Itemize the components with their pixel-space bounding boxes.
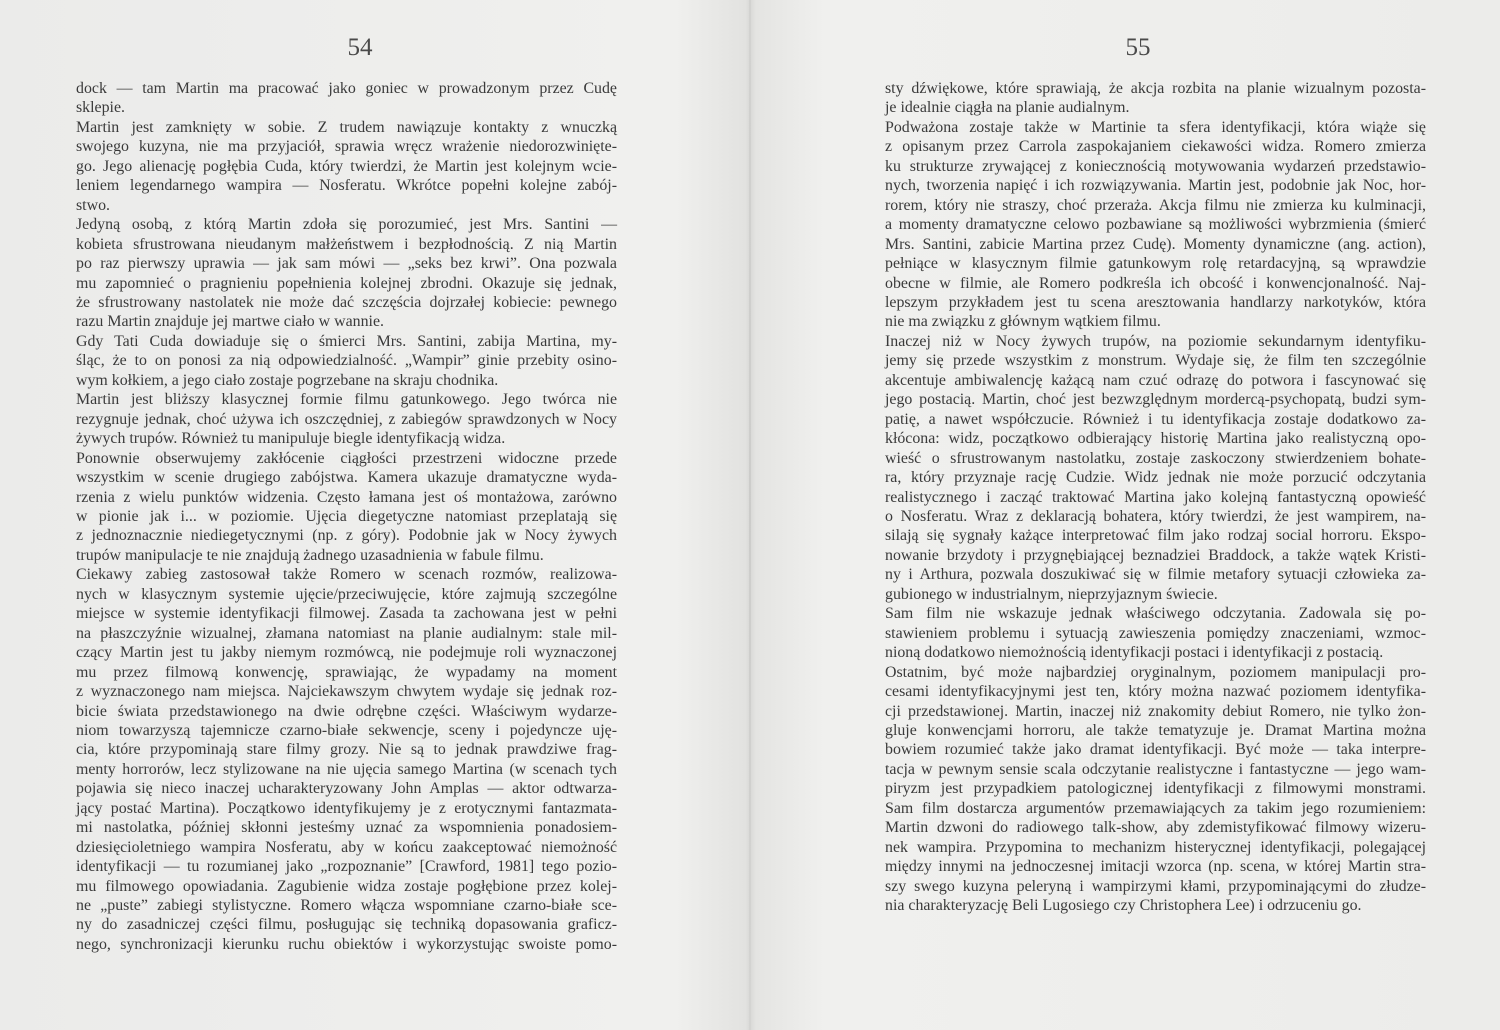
text-line: w pionie jak i... w poziomie. Ujęcia diegetyczne natomiast przeplatają się	[76, 507, 617, 525]
text-line: nych, tworzenia napięć i ich rozwiązywania. Martin jest, podobnie jak Noc, hor-	[885, 177, 1426, 195]
left-page	[0, 0, 748, 1030]
text-line: gubionego w industrialnym, nieprzyjaznym świecie.	[885, 585, 1218, 603]
page-text	[885, 79, 1426, 915]
text-line: mu przez filmową konwencję, sprawiając, że wypadamy na moment	[76, 663, 617, 681]
text-line: Martin jest bliższy klasycznej formie filmu gatunkowego. Jego twórca nie	[76, 391, 617, 409]
text-line: razu Martin znajduje jej martwe ciało w wannie.	[76, 313, 384, 331]
text-line: dziesięcioletniego wampira Nosferatu, aby w końcu zaakceptować niemożność	[76, 838, 617, 856]
right-page	[752, 0, 1500, 1030]
text-line: miejsce w systemie identyfikacji filmowej. Zasada ta zachowana jest w pełni	[76, 605, 617, 623]
page-text	[76, 79, 617, 954]
text-line: szy swego kuzyna peleryną i wampirzymi kłami, przypominającymi do złudze-	[885, 877, 1426, 895]
text-line: kłócona: widz, początkowo odbierający historię Martina jako realistyczną opo-	[885, 430, 1426, 448]
text-line: żywych trupów. Również tu manipuluje biegle identyfikacją widza.	[76, 430, 506, 448]
text-line: nie ma związku z głównym wątkiem filmu.	[885, 313, 1161, 331]
text-line: o Nosferatu. Wraz z deklaracją bohatera, który twierdzi, że jest wampirem, na-	[885, 507, 1426, 525]
text-line: że sfrustrowany nastolatek nie może dać szczęścia dojrzałej kobiecie: pewnego	[76, 293, 617, 311]
text-line: cia, które przypominają stare filmy grozy. Nie są to jednak prawdziwe frag-	[76, 741, 617, 759]
text-line: Martin jest zamknięty w sobie. Z trudem nawiązuje kontakty z wnuczką	[76, 118, 617, 136]
text-line: Sam film nie wskazuje jednak właściwego odczytania. Zadowala się po-	[885, 605, 1426, 623]
text-line: sty dźwiękowe, które sprawiają, że akcja rozbita na planie wizualnym pozosta-	[885, 80, 1426, 97]
text-line: je idealnie ciągła na planie audialnym.	[885, 99, 1130, 117]
text-line: rorem, który nie straszy, choć przeraża. Akcja filmu nie zmierza ku kulminacji,	[885, 196, 1426, 214]
text-line: nego, synchronizacji kierunku ruchu obiektów i wykorzystując swoiste pomo-	[76, 935, 617, 953]
text-line: Gdy Tati Cuda dowiaduje się o śmierci Mrs. Santini, zabija Martina, my-	[76, 332, 617, 350]
text-line: cji przedstawionej. Martin, inaczej niż znakomity debiut Romero, nie tylko żon-	[885, 702, 1426, 720]
text-line: dock — tam Martin ma pracować jako goniec w prowadzonym przez Cudę	[76, 80, 617, 97]
text-line: śląc, że to on ponosi za nią odpowiedzialność. „Wampir” ginie przebity osino-	[76, 352, 617, 370]
text-line: Ostatnim, być może najbardziej oryginalnym, poziomem manipulacji pro-	[885, 663, 1426, 681]
text-line: cesami identyfikacyjnymi jest ten, który można nazwać poziomem identyfika-	[885, 683, 1426, 701]
text-line: Ponownie obserwujemy zakłócenie ciągłości przestrzeni widoczne przede	[76, 449, 617, 467]
text-line: piryzm jest przypadkiem patologicznej identyfikacji z filmowymi monstrami.	[885, 780, 1426, 798]
text-line: ny i Arthura, pozwala doszukiwać się w filmie metafory sytuacji człowieka za-	[885, 566, 1426, 584]
text-line: Martin dzwoni do radiowego talk-show, aby zdemistyfikować filmowy wizeru-	[885, 819, 1426, 837]
text-line: pełniące w klasycznym filmie gatunkowym rolę retardacyjną, są wprawdzie	[885, 255, 1426, 273]
text-line: Podważona zostaje także w Martinie ta sfera identyfikacji, która wiąże się	[885, 118, 1426, 136]
text-line: wym kołkiem, a jego ciało zostaje pogrzebane na skraju chodnika.	[76, 371, 499, 389]
text-line: nek wampira. Przypomina to mechanizm histerycznej identyfikacji, polegającej	[885, 838, 1426, 856]
text-line: sklepie.	[76, 99, 125, 117]
text-line: nia charakteryzację Beli Lugosiego czy Christophera Lee) i odrzuceniu go.	[885, 897, 1362, 915]
text-line: nych w klasycznym systemie ujęcie/przeciwujęcie, które zajmują szczególne	[76, 585, 617, 603]
text-line: Jedyną osobą, z którą Martin zdoła się porozumieć, jest Mrs. Santini —	[76, 216, 617, 234]
text-line: patię, a nawet współczucie. Również i tu identyfikacja zostaje dodatkowo za-	[885, 410, 1426, 428]
text-line: silają się sygnały każące interpretować film jako rodzaj social horroru. Ekspo-	[885, 527, 1426, 545]
text-line: ra, który przyznaje rację Cudzie. Widz jednak nie może porzucić odczytania	[885, 469, 1426, 487]
text-line: identyfikacji — tu rozumianej jako „rozpoznanie” [Crawford, 1981] tego pozio-	[76, 858, 617, 876]
text-line: bowiem rozumieć także jako dramat identyfikacji. Być może — taka interpre-	[885, 741, 1426, 759]
text-line: akcentuje ambiwalencję każącą nam czuć odrazę do potwora i fascynować się	[885, 371, 1426, 389]
text-line: Ciekawy zabieg zastosował także Romero w scenach rozmów, realizowa-	[76, 566, 617, 584]
text-line: ne „puste” zabiegi stylistyczne. Romero włącza wspomniane czarno-białe sce-	[76, 897, 617, 915]
book-gutter	[749, 0, 751, 1030]
text-line: gluje konwencjami horroru, ale także tematyzuje je. Dramat Martina można	[885, 721, 1426, 739]
text-line: mu filmowego opowiadania. Zagubienie widza zostaje pogłębione przez kolej-	[76, 877, 617, 895]
text-line: bicie świata przedstawionego na dwie odrębne części. Właściwym wydarze-	[76, 702, 617, 720]
text-line: pojawia się nieco inaczej ucharakteryzowany John Amplas — aktor odtwarza-	[76, 780, 617, 798]
text-line: Mrs. Santini, zabicie Martina przez Cudę). Momenty dynamiczne (ang. action),	[885, 235, 1426, 253]
text-line: między innymi na jednoczesnej imitacji wzorca (np. scena, w której Martin stra-	[885, 858, 1426, 876]
text-line: ny do zasadniczej części filmu, posługując się techniką dopasowania graficz-	[76, 916, 617, 934]
text-line: go. Jego alienację pogłębia Cuda, który twierdzi, że Martin jest kolejnym wcie-	[76, 157, 617, 175]
text-line: rzenia z wielu punktów widzenia. Często łamana jest oś montażowa, zarówno	[76, 488, 617, 506]
text-line: jemy się przede wszystkim z monstrum. Wydaje się, że film ten szczególnie	[885, 352, 1426, 370]
text-line: lepszym przykładem jest tu scena aresztowania handlarzy narkotyków, która	[885, 293, 1426, 311]
text-line: niom towarzyszą tajemnicze czarno-białe sekwencje, sceny i pojedyncze uję-	[76, 721, 617, 739]
text-line: trupów manipulacje te nie znajdują żadnego uzasadnienia w fabule filmu.	[76, 546, 544, 564]
text-line: nowanie brzydoty i przygnębiającej beznadziei Braddock, a także wątek Kristi-	[885, 546, 1426, 564]
text-line: z wyznaczonego nam miejsca. Najciekawszym chwytem wydaje się jednak roz-	[76, 683, 617, 701]
text-line: z opisanym przez Carrola zaspokajaniem ciekawości widza. Romero zmierza	[885, 138, 1426, 156]
page-number: 55	[1125, 34, 1151, 61]
text-line: nioną dodatkowo niemożnością identyfikacji postaci i identyfikacji z postacią.	[885, 644, 1384, 662]
text-line: leniem legendarnego wampira — Nosferatu. Wkrótce popełni kolejne zabój-	[76, 177, 617, 195]
text-line: realistycznego i zacząć traktować Martina jako kolejną fantastyczną opowieść	[885, 488, 1426, 506]
text-line: a momenty dramatyczne celowo pozbawiane są możliwości wybrzmienia (śmierć	[885, 216, 1426, 234]
text-line: stawieniem problemu i sytuacją zawieszenia pomiędzy znaczeniami, wzmoc-	[885, 624, 1426, 642]
text-line: jego postacią. Martin, choć jest bezwzględnym mordercą-psychopatą, budzi sym-	[885, 391, 1426, 409]
text-line: jący postać Martina). Początkowo identyfikujemy je z erotycznymi fantazmata-	[76, 799, 617, 817]
text-line: Inaczej niż w Nocy żywych trupów, na poziomie sekundarnym identyfiku-	[885, 332, 1426, 350]
text-line: czący Martin jest tu jakby niemym rozmówcą, nie podejmuje roli wyznaczonej	[76, 644, 617, 662]
text-line: wieść o sfrustrowanym nastolatku, zostaje zaskoczony stwierdzeniem bohate-	[885, 449, 1426, 467]
text-line: kobieta sfrustrowana nieudanym małżeństwem i bezpłodnością. Z nią Martin	[76, 235, 617, 253]
text-line: obecne w filmie, ale Romero podkreśla ich obcość i konwencjonalność. Naj-	[885, 274, 1426, 292]
text-line: tacja w pewnym sensie scala odczytanie realistyczne i fantastyczne — jego wam-	[885, 760, 1426, 778]
text-line: na płaszczyźnie wizualnej, złamana natomiast na planie audialnym: stale mil-	[76, 624, 617, 642]
text-line: po raz pierwszy uprawia — jak sam mówi — „seks bez krwi”. Ona pozwala	[76, 255, 617, 273]
text-line: z jednoznacznie niediegetycznymi (np. z góry). Podobnie jak w Nocy żywych	[76, 527, 617, 545]
text-line: swojego kuzyna, nie ma przyjaciół, sprawia wręcz wrażenie niedorozwinięte-	[76, 138, 617, 156]
text-line: Sam film dostarcza argumentów przemawiających za takim jego rozumieniem:	[885, 799, 1426, 817]
text-line: mi nastolatka, później skłonni jesteśmy uznać za wspomnienia ponadosiem-	[76, 819, 617, 837]
page-number: 54	[347, 34, 373, 61]
text-line: mu zapomnieć o pragnieniu popełnienia kolejnej zbrodni. Okazuje się jednak,	[76, 274, 617, 292]
text-line: wszystkim w scenie drugiego zabójstwa. Kamera ukazuje dramatyczne wyda-	[76, 469, 617, 487]
text-line: ku strukturze zrywającej z koniecznością motywowania wydarzeń przedstawio-	[885, 157, 1426, 175]
text-line: rezygnuje jednak, choć używa ich oszczędniej, z zabiegów sprawdzonych w Nocy	[76, 410, 617, 428]
text-line: stwo.	[76, 196, 110, 214]
text-line: menty horrorów, lecz stylizowane na nie ujęcia samego Martina (w scenach tych	[76, 760, 617, 778]
